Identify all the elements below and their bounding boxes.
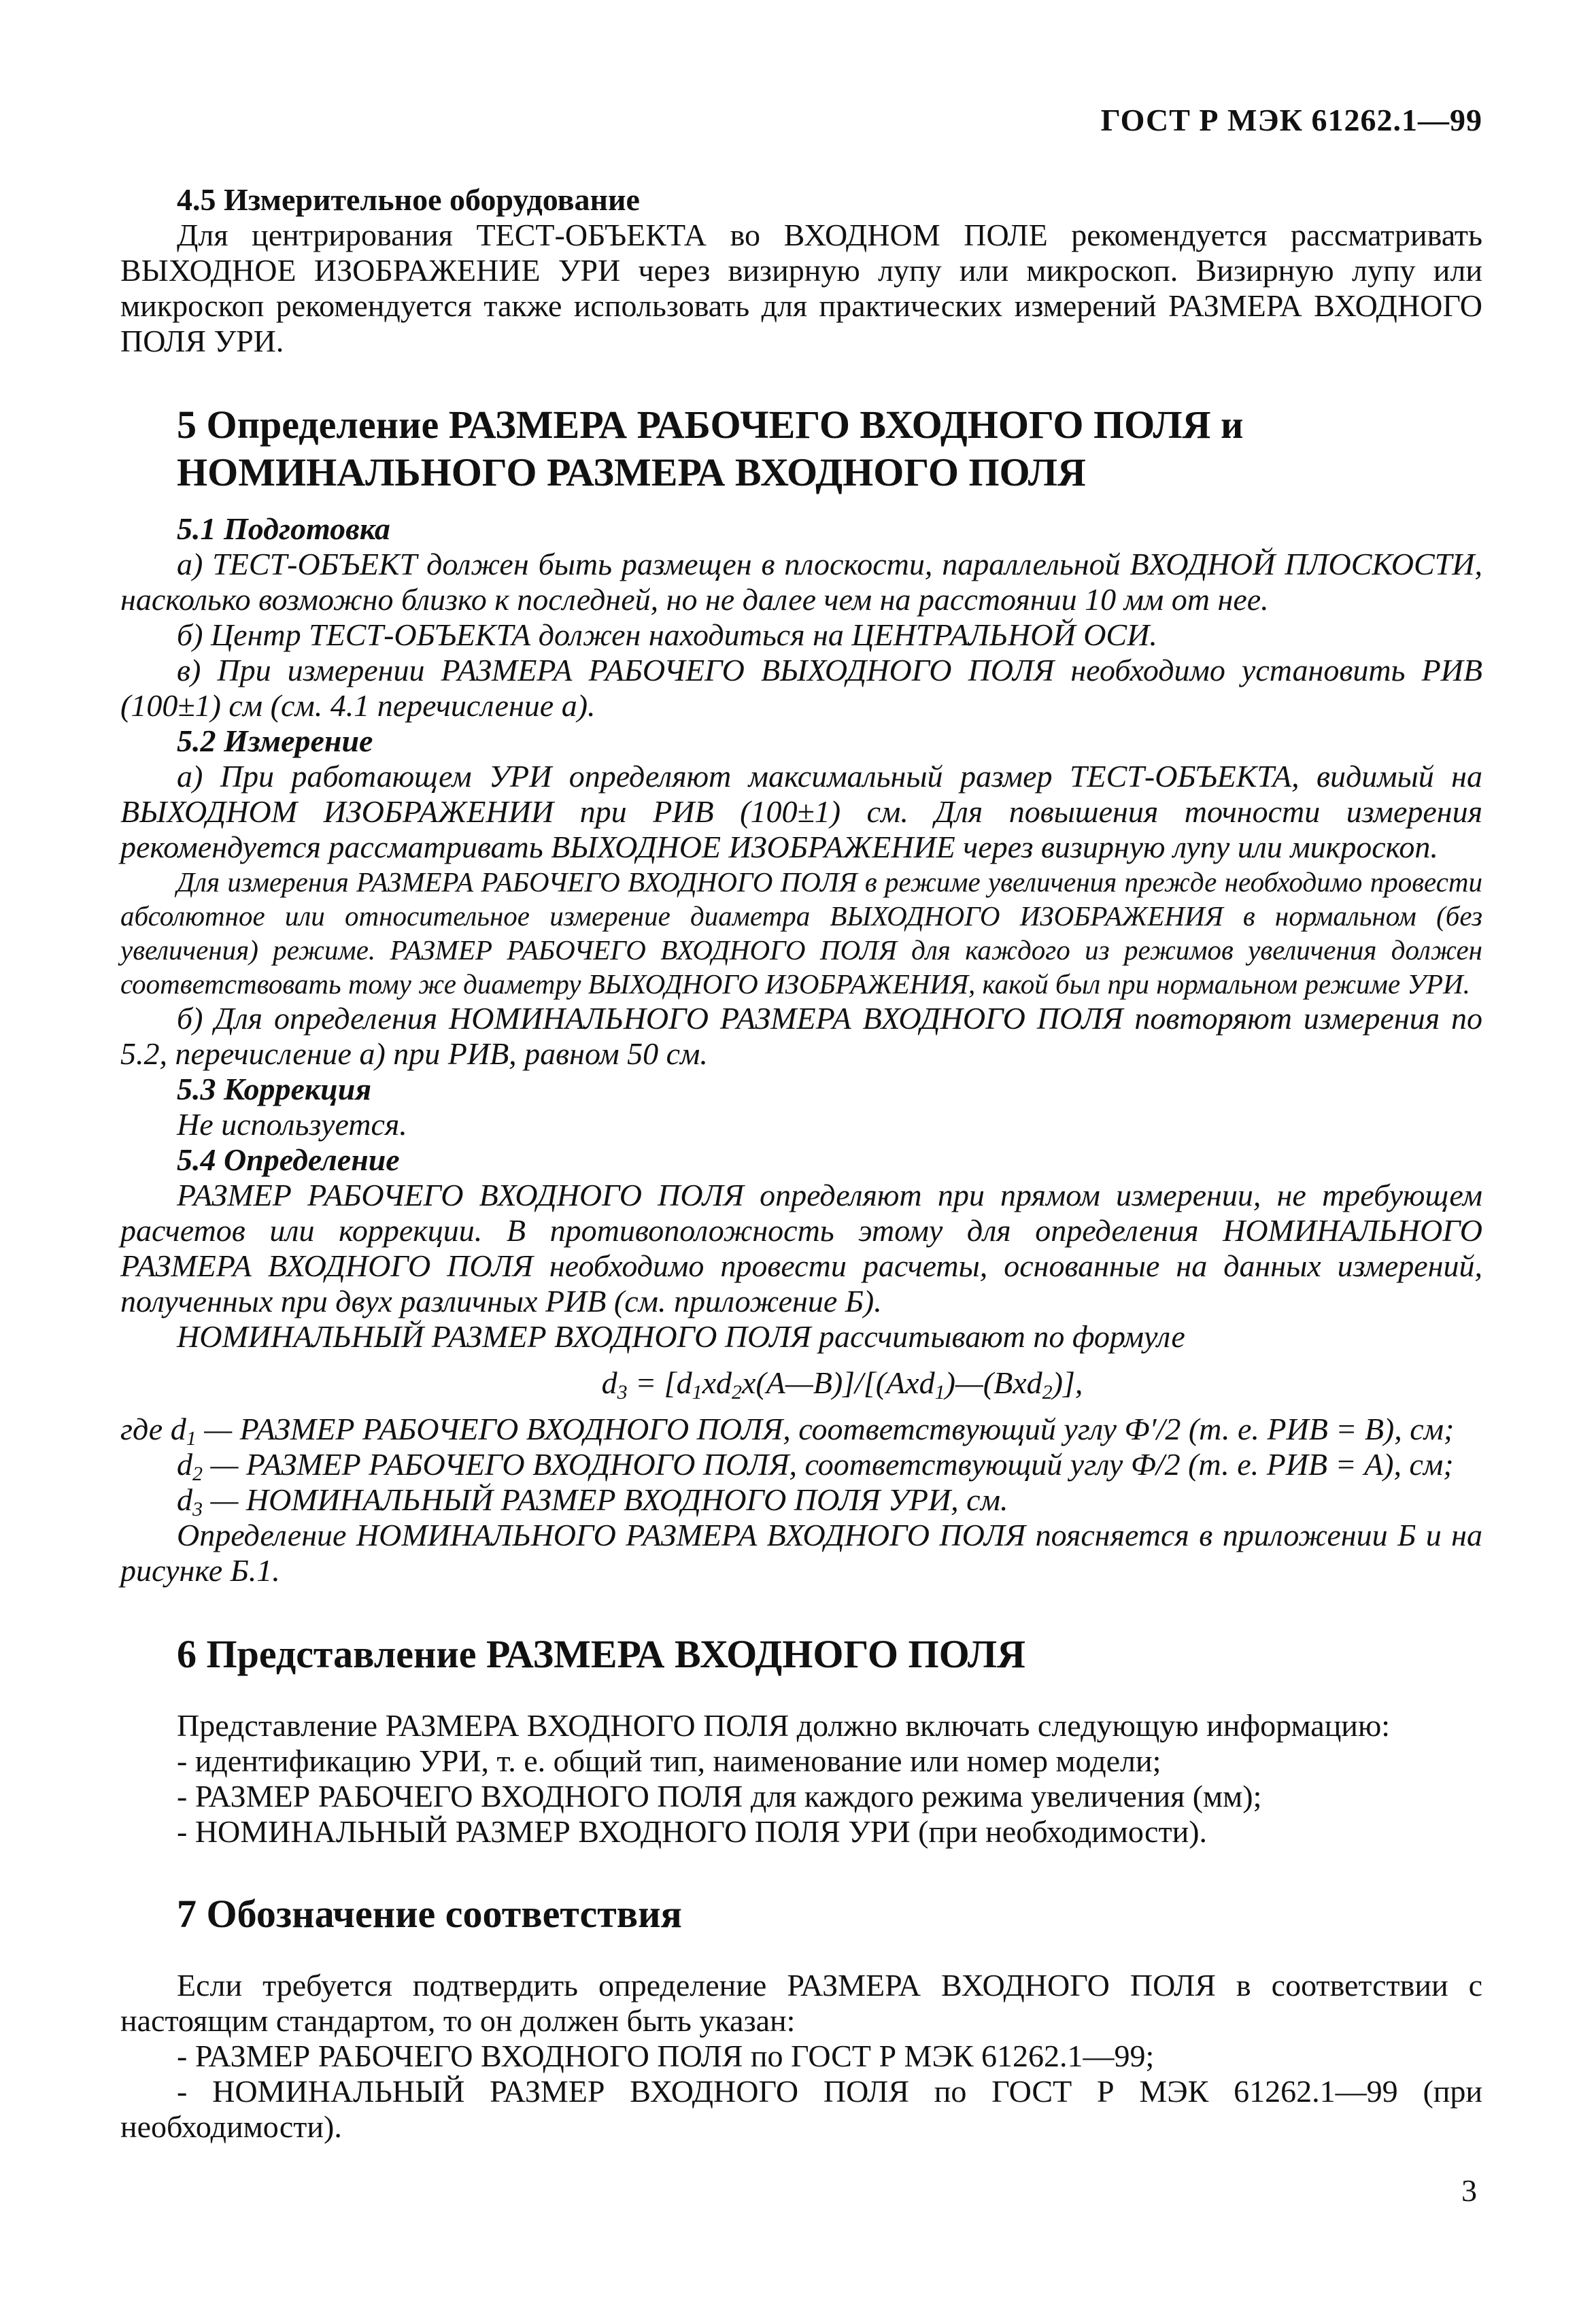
note-5-2 bbox=[120, 865, 1482, 1001]
subsection-5-3-title: 5.3 Коррекция bbox=[177, 1072, 372, 1106]
item-5-1-b: б) Центр ТЕСТ-ОБЪЕКТА должен находиться на ЦЕНТРАЛЬНОЙ ОСИ. bbox=[177, 617, 1157, 652]
list-item: - РАЗМЕР РАБОЧЕГО ВХОДНОГО ПОЛЯ по ГОСТ Р МЭК 61262.1—99; bbox=[177, 2039, 1155, 2073]
item-5-2-b: б) Для определения НОМИНАЛЬНОГО РАЗМЕРА ВХОДНОГО ПОЛЯ повторяют измерения по 5.2, перечисление а) при РИВ, равном 50 см. bbox=[120, 1001, 1482, 1071]
section-7-intro: Если требуется подтвердить определение РАЗМЕРА ВХОДНОГО ПОЛЯ в соответствии с настоящим стандартом, то он должен быть указан: bbox=[120, 1968, 1482, 2038]
subsection-4-5-text: Для центрирования ТЕСТ-ОБЪЕКТА во ВХОДНОМ ПОЛЕ рекомендуется рассматривать ВЫХОДНОЕ ИЗОБРАЖЕНИЕ УРИ через визирную лупу или микроскоп. Визирную лупу или микроскоп рекомендуется также использовать для практических измерений РАЗМЕРА ВХОДНОГО ПОЛЯ УРИ. bbox=[120, 218, 1482, 358]
subsection-5-2-title: 5.2 Измерение bbox=[177, 723, 373, 758]
subsection-5-4-text: РАЗМЕР РАБОЧЕГО ВХОДНОГО ПОЛЯ определяют при прямом измерении, не требующем расчетов или коррекции. В противоположность этому для определения НОМИНАЛЬНОГО РАЗМЕРА ВХОДНОГО ПОЛЯ необходимо провести расчеты, основанные на данных измерений, полученных при двух различных РИВ (см. приложение Б). bbox=[120, 1178, 1482, 1318]
document-header: ГОСТ Р МЭК 61262.1—99 bbox=[1100, 103, 1482, 137]
list-item: - НОМИНАЛЬНЫЙ РАЗМЕР ВХОДНОГО ПОЛЯ по ГОСТ Р МЭК 61262.1—99 (при необходимости). bbox=[120, 2074, 1482, 2144]
formula-d3: $d_3$ = $[d_1xd_2x(A—B)]/[(Axd_1)—(Bxd_2)]$, bbox=[601, 1365, 1083, 1403]
document-body bbox=[120, 182, 1482, 2145]
section-7-title: 7 Обозначение соответствия bbox=[177, 1892, 682, 1936]
formula-intro: НОМИНАЛЬНЫЙ РАЗМЕР ВХОДНОГО ПОЛЯ рассчитывают по формуле bbox=[177, 1319, 1185, 1354]
section-6-intro: Представление РАЗМЕРА ВХОДНОГО ПОЛЯ должно включать следующую информацию: bbox=[177, 1708, 1391, 1743]
list-item: - НОМИНАЛЬНЫЙ РАЗМЕР ВХОДНОГО ПОЛЯ УРИ (при необходимости). bbox=[177, 1814, 1208, 1849]
list-item: - идентификацию УРИ, т. е. общий тип, наименование или номер модели; bbox=[177, 1743, 1161, 1778]
where-d2: $d_2$ — РАЗМЕР РАБОЧЕГО ВХОДНОГО ПОЛЯ, соответствующий углу Ф/2 (т. е. РИВ = А), см; bbox=[177, 1447, 1454, 1485]
item-5-1-c: в) При измерении РАЗМЕРА РАБОЧЕГО ВЫХОДНОГО ПОЛЯ необходимо установить РИВ (100±1) см (см. 4.1 перечисление а). bbox=[120, 653, 1482, 723]
where-d3: $d_3$ — НОМИНАЛЬНЫЙ РАЗМЕР ВХОДНОГО ПОЛЯ УРИ, см. bbox=[177, 1482, 1008, 1520]
subsection-5-4-title: 5.4 Определение bbox=[177, 1142, 400, 1177]
section-5-title-line2: НОМИНАЛЬНОГО РАЗМЕРА ВХОДНОГО ПОЛЯ bbox=[177, 450, 1086, 494]
subsection-5-3-text: Не используется. bbox=[177, 1107, 407, 1142]
subsection-5-1-title: 5.1 Подготовка bbox=[177, 511, 390, 546]
section-5-title-line1: 5 Определение РАЗМЕРА РАБОЧЕГО ВХОДНОГО ПОЛЯ и bbox=[177, 403, 1244, 447]
section-6-title: 6 Представление РАЗМЕРА ВХОДНОГО ПОЛЯ bbox=[177, 1632, 1025, 1676]
subsection-5-4-end: Определение НОМИНАЛЬНОГО РАЗМЕРА ВХОДНОГО ПОЛЯ поясняется в приложении Б и на рисунке Б.1. bbox=[120, 1518, 1482, 1588]
subsection-4-5-title: 4.5 Измерительное оборудование bbox=[177, 182, 640, 217]
note-5-2-text: Для измерения РАЗМЕРА РАБОЧЕГО ВХОДНОГО ПОЛЯ в режиме увеличения прежде необходимо провести абсолютное или относительное измерение диаметра ВЫХОДНОГО ИЗОБРАЖЕНИЯ в нормальном (без увеличения) режиме. РАЗМЕР РАБОЧЕГО ВХОДНОГО ПОЛЯ для каждого из режимов увеличения должен соответствовать тому же диаметру ВЫХОДНОГО ИЗОБРАЖЕНИЯ, какой был при нормальном режиме УРИ. bbox=[120, 866, 1482, 1000]
item-5-1-a: а) ТЕСТ-ОБЪЕКТ должен быть размещен в плоскости, параллельной ВХОДНОЙ ПЛОСКОСТИ, насколько возможно близко к последней, но не далее чем на расстоянии 10 мм от нее. bbox=[120, 547, 1482, 617]
item-5-2-a: а) При работающем УРИ определяют максимальный размер ТЕСТ-ОБЪЕКТА, видимый на ВЫХОДНОМ ИЗОБРАЖЕНИИ при РИВ (100±1) см. Для повышения точности измерения рекомендуется рассматривать ВЫХОДНОЕ ИЗОБРАЖЕНИЕ через визирную лупу или микроскоп. bbox=[120, 759, 1482, 864]
list-item: - РАЗМЕР РАБОЧЕГО ВХОДНОГО ПОЛЯ для каждого режима увеличения (мм); bbox=[177, 1779, 1262, 1813]
section-6-content bbox=[120, 1708, 1482, 1850]
section-5-title bbox=[120, 401, 1482, 496]
where-d1: где $d_1$ — РАЗМЕР РАБОЧЕГО ВХОДНОГО ПОЛЯ, соответствующий углу Ф′/2 (т. е. РИВ = В), см; bbox=[120, 1412, 1455, 1450]
page-number: 3 bbox=[1461, 2173, 1477, 2208]
